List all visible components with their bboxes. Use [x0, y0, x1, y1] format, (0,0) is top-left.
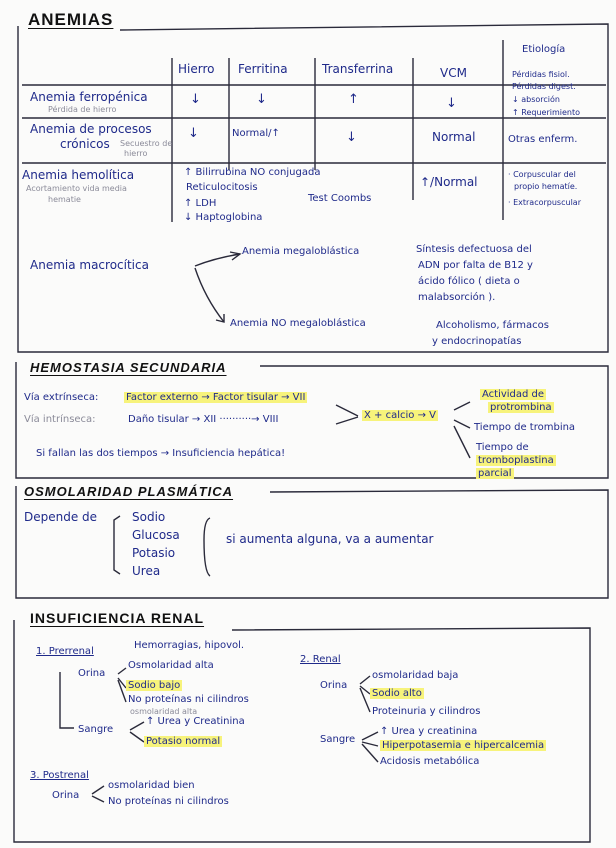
renal2-orina: Orina — [320, 680, 348, 691]
mega-desc-4: malabsorción ). — [418, 292, 496, 303]
row-cronicos-sub-2: hierro — [124, 149, 148, 158]
outcome-ttp-1: Tiempo de — [476, 442, 529, 453]
row-cronicos-sub-1: Secuestro de — [120, 139, 173, 148]
hemolitica-finding-3: ↑ LDH — [184, 198, 217, 209]
renal2-label: 2. Renal — [300, 654, 341, 665]
ferropenica-ferritina: ↓ — [256, 92, 267, 107]
prerrenal-cause: Hemorragias, hipovol. — [134, 640, 245, 651]
nomega-desc-1: Alcoholismo, fármacos — [436, 320, 549, 331]
section-title-hemostasia: HEMOSTASIA SECUNDARIA — [30, 360, 227, 375]
prerrenal-orina: Orina — [78, 668, 106, 679]
renal2-sangre-1: ↑ Urea y creatinina — [380, 726, 478, 737]
osmo-item-glucosa: Glucosa — [132, 528, 180, 542]
osmo-item-potasio: Potasio — [132, 546, 176, 560]
row-hemolitica-sub-1: Acortamiento vida media — [26, 184, 127, 193]
hemolitica-finding-1: ↑ Bilirrubina NO conjugada — [184, 167, 321, 178]
renal2-sangre-2: Hiperpotasemia e hipercalcemia — [382, 740, 545, 751]
row-ferropenica-sub: Pérdida de hierro — [48, 105, 117, 114]
postrenal-orina-2: No proteínas ni cilindros — [108, 796, 229, 807]
cronicos-vcm: Normal — [432, 130, 476, 144]
prerrenal-orina-2: Sodio bajo — [128, 680, 181, 691]
outcome-trombina: Tiempo de trombina — [474, 422, 576, 433]
section-title-renal: INSUFICIENCIA RENAL — [30, 610, 205, 626]
prerrenal-orina-3: No proteínas ni cilindros — [128, 694, 249, 705]
hemolitica-finding-4: ↓ Haptoglobina — [184, 212, 263, 223]
col-ferritina: Ferritina — [238, 62, 288, 76]
prerrenal-sangre-2: Potasio normal — [146, 736, 221, 747]
col-transferrina: Transferrina — [322, 62, 394, 76]
hemolitica-coombs: Test Coombs — [308, 193, 372, 204]
macro-megaloblastica: Anemia megaloblástica — [242, 246, 360, 257]
col-hierro: Hierro — [178, 62, 215, 76]
section-title-osmolaridad: OSMOLARIDAD PLASMÁTICA — [24, 484, 234, 499]
renal2-sangre: Sangre — [320, 734, 356, 745]
col-vcm: VCM — [440, 66, 467, 80]
mega-desc-2: ADN por falta de B12 y — [418, 260, 533, 271]
hemolitica-etio-1: · Corpuscular del — [508, 170, 576, 179]
col-etiologia: Etiología — [522, 44, 566, 55]
hemolitica-etio-2: propio hematíe. — [514, 182, 578, 191]
renal2-orina-3: Proteinuria y cilindros — [372, 706, 481, 717]
outcome-ttp-2: tromboplastina — [478, 455, 554, 466]
hemolitica-vcm: ↑/Normal — [420, 175, 478, 189]
renal2-orina-1: osmolaridad baja — [372, 670, 459, 681]
outcome-ttp-3: parcial — [478, 468, 512, 479]
via-extrinseca-chain: Factor externo → Factor tisular → VII — [126, 392, 306, 403]
nomega-desc-2: y endocrinopatías — [432, 336, 522, 347]
ferropenica-transferrina: ↑ — [348, 92, 359, 107]
mega-desc-3: ácido fólico ( dieta o — [418, 276, 520, 287]
cronicos-ferritina: Normal/↑ — [232, 128, 280, 139]
postrenal-label: 3. Postrenal — [30, 770, 89, 781]
osmo-item-sodio: Sodio — [132, 510, 166, 524]
outcome-actividad-2: protrombina — [490, 402, 552, 413]
ferropenica-vcm: ↓ — [446, 96, 457, 111]
ferropenica-hierro: ↓ — [190, 92, 201, 107]
renal2-orina-2: Sodio alto — [372, 688, 422, 699]
ferropenica-etio-3: ↓ absorción — [512, 95, 560, 104]
via-intrinseca-chain: Daño tisular → XII ··········→ VIII — [128, 414, 279, 425]
row-cronicos-name-2: crónicos — [60, 137, 110, 151]
row-hemolitica-name: Anemia hemolítica — [22, 168, 135, 182]
section-title-anemias: ANEMIAS — [28, 10, 114, 29]
row-ferropenica-name: Anemia ferropénica — [30, 90, 148, 104]
cronicos-hierro: ↓ — [188, 126, 199, 141]
cronicos-etiologia: Otras enferm. — [508, 134, 578, 145]
prerrenal-label: 1. Prerrenal — [36, 646, 94, 657]
mega-desc-1: Síntesis defectuosa del — [416, 244, 532, 255]
osmo-depends: Depende de — [24, 510, 98, 524]
renal2-sangre-3: Acidosis metabólica — [380, 756, 480, 767]
ferropenica-etio-1: Pérdidas fisiol. — [512, 70, 570, 79]
hemolitica-finding-2: Reticulocitosis — [186, 182, 258, 193]
postrenal-orina: Orina — [52, 790, 80, 801]
osmo-effect: si aumenta alguna, va a aumentar — [226, 532, 434, 546]
postrenal-orina-1: osmolaridad bien — [108, 780, 195, 791]
outcome-actividad-1: Actividad de — [482, 389, 545, 400]
via-intrinseca-label: Vía intrínseca: — [24, 414, 96, 425]
ferropenica-etio-4: ↑ Requerimiento — [512, 108, 580, 117]
row-hemolitica-sub-2: hematie — [48, 195, 81, 204]
via-extrinseca-label: Vía extrínseca: — [24, 392, 99, 403]
hemostasia-fail: Si fallan las dos tiempos → Insuficiencia hepática! — [36, 448, 286, 459]
ferropenica-etio-2: Pérdidas digest. — [512, 82, 576, 91]
prerrenal-sangre: Sangre — [78, 724, 114, 735]
macro-no-megaloblastica: Anemia NO megaloblástica — [230, 318, 366, 329]
prerrenal-orina-4: osmolaridad alta — [130, 707, 198, 716]
hemostasia-result: X + calcio → V — [364, 410, 436, 421]
hemolitica-etio-3: · Extracorpuscular — [508, 198, 581, 207]
prerrenal-sangre-1: ↑ Urea y Creatinina — [146, 716, 245, 727]
cronicos-transferrina: ↓ — [346, 130, 357, 145]
row-cronicos-name-1: Anemia de procesos — [30, 122, 152, 136]
macro-name: Anemia macrocítica — [30, 258, 149, 272]
prerrenal-orina-1: Osmolaridad alta — [128, 660, 214, 671]
osmo-item-urea: Urea — [132, 564, 161, 578]
